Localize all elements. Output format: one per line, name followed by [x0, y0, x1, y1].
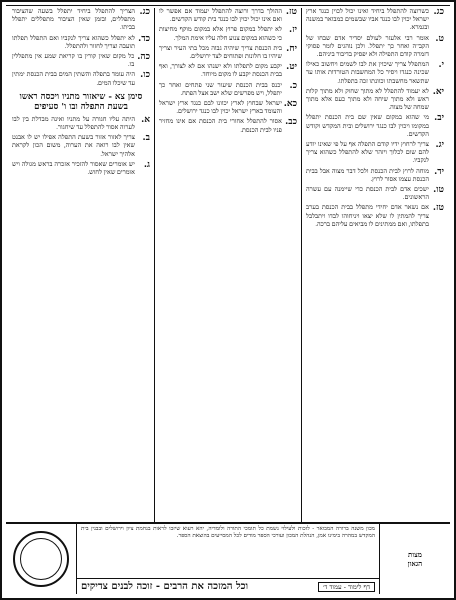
paragraph-item — [306, 168, 444, 184]
paragraph-item — [12, 161, 150, 177]
paragraph-text: הצריך להתפלל ביחיד יתפלל בשעה שהציבור מתפללים, ובזמן שאין הציבור מתפללים יתפלל בביתו. — [12, 8, 135, 32]
paragraph-marker: יח. — [286, 43, 297, 54]
paragraph-item — [12, 8, 150, 33]
paragraph-text: ישראל שבחוץ לארץ יכוונו לבם כנגד ארץ ישראל והעומד בארץ ישראל יכוין לבו כנגד ירושלים. — [159, 100, 282, 116]
paragraph-text: לא יתפלל כשהוא צריך לנקביו ואם התפלל תפלתו תועבה וצריך לחזור ולהתפלל. — [12, 34, 135, 50]
paragraph-marker: א. — [141, 114, 150, 125]
column-middle — [155, 8, 302, 522]
footer-title: וכל המזכה את הרבים - זוכה לבנים צדיקים — [81, 581, 249, 592]
paragraph-text: היה עומד בתפלה והשתין המים בבית הכנסת ימתין עד שיכלו המים. — [12, 71, 135, 87]
paragraph-item — [159, 45, 297, 61]
paragraph-item — [159, 8, 297, 24]
paragraph-marker: כב. — [285, 117, 297, 128]
paragraph-text: היתה עליו חגורה על מתניו ואינה מבדלת בין לבו לערוה אסור להתפלל עד שיחגור. — [12, 115, 135, 132]
paragraph-item — [306, 61, 444, 86]
paragraph-text: לא יתפלל במקום פרוץ אלא במקום מוקף מחיצות כי כשהוא במקום צנוע חלה עליו אימת המלך. — [159, 26, 282, 42]
paragraph-item — [159, 82, 297, 98]
column-left — [8, 8, 155, 522]
paragraph-item — [306, 88, 444, 113]
paragraph-marker: כו. — [140, 70, 150, 81]
paragraph-item — [306, 204, 444, 229]
paragraph-marker: יג. — [435, 140, 444, 151]
badge-left-line2: הגאון — [407, 559, 423, 568]
paragraph-text: אומר רבי אלעזר לעולם יסדיר אדם שבחו של הקב"ה ואחר כך יתפלל. ולכן נוהגים לומר פסוקי דזמרה קודם התפילה ולא יפסיק בדיבור ביניהם. — [306, 34, 429, 59]
top-rule — [6, 5, 450, 6]
paragraph-item — [306, 35, 444, 60]
paragraph-item — [306, 141, 444, 166]
paragraph-text: בית הכנסת צריך שיהיה גבוה מכל בתי העיר וצריך שיהיו בו חלונות ופתוחים לצד ירושלים. — [159, 44, 282, 61]
paragraph-item — [159, 63, 297, 79]
paragraph-item — [159, 118, 297, 134]
paragraph-text: כל מקום שאין קורין בו קריאת שמע אין מתפללין בו. — [12, 53, 135, 69]
seal-logo — [6, 524, 77, 594]
paragraph-item — [306, 186, 444, 202]
paragraph-text: יכנס בבית הכנסת שיעור שני פתחים ואחר כך יתפלל, ויש מפרשים שלא ישב אצל הפתח. — [159, 81, 282, 97]
paragraph-item — [12, 35, 150, 51]
paragraph-marker: טו. — [433, 185, 444, 196]
paragraph-marker: יט. — [286, 62, 297, 73]
paragraph-text: ישכים אדם לבית הכנסת כדי שיימנה עם עשרה הראשונים. — [306, 186, 429, 202]
paragraph-marker: יא. — [432, 86, 444, 97]
paragraph-item — [12, 116, 150, 132]
paragraph-item — [12, 71, 150, 87]
paragraph-marker: ט. — [435, 33, 444, 44]
footer-text: מכון משנה ברורה המבואר - לזכות ולעילוי נשמת כל תומכי התורה ולומדיה, יהא רעוא שיזכו לראות בנחמת ציון וירושלים ובבנין בית המקדש במהרה בימינו אמן, הנהלת המכון ועורכי הספר מודים לכל המסייעים בהוצאת הספר. — [81, 526, 375, 539]
paragraph-marker: טז. — [285, 8, 297, 17]
paragraph-marker: יז. — [288, 25, 297, 36]
paragraph-text: מי שהוא במקום שאין שם בית הכנסת יתפלל במקומו ויכוין לבו כנגד ירושלים ובית המקדש וקודש הקדשים. — [306, 114, 429, 138]
paragraph-marker: כא. — [283, 99, 297, 110]
paragraph-text: מוחה לרוץ לבית הכנסת ולכל דבר מצוה אבל בבית הכנסת עצמו אסור לרוץ. — [306, 167, 429, 183]
paragraph-text: המתפלל צריך שיכוין את לבו לשמים ויחשוב כאילו שכינה כנגדו ויסיר כל המחשבות הטורדות אותו עד שתשאר מחשבתו וכוונתו זכה בתפלתו. — [306, 61, 429, 85]
paragraph-marker: כה. — [137, 52, 150, 63]
paragraph-marker: ג. — [143, 159, 150, 170]
paragraph-item — [12, 134, 150, 159]
paragraph-marker: ב. — [142, 133, 150, 144]
column-right — [302, 8, 448, 522]
paragraph-text: לא יעמוד להתפלל לא מתוך שחוק ולא מתוך קלות ראש ולא מתוך שיחה ולא מתוך כעס אלא מתוך שמחה של מצוה. — [306, 87, 429, 112]
paragraph-marker: יב. — [434, 113, 444, 124]
footer-bar — [77, 578, 379, 594]
paragraph-text: אסור להתפלל אחורי בית הכנסת אם אינו מחזיר פניו לבית הכנסת. — [159, 118, 282, 134]
paragraph-marker: כד. — [138, 33, 150, 44]
paragraph-item — [159, 26, 297, 42]
paragraph-item — [306, 114, 444, 139]
seal-icon — [13, 531, 69, 587]
section-title: סימן צא - שיאזור מתניו ויכסה ראשו בשעת התפלה ובו ו' סעיפים — [19, 91, 143, 112]
paragraph-text: יש אומרים שאסור להזכיר אזכרה בראש מגולה ויש אומרים שאין לחוש. — [12, 160, 135, 177]
paragraph-text: צריך לרחוץ ידיו קודם התפלה אף על פי שאינו יודע להם שום לכלוך ויזהר שלא להתפלל כשהוא צריך לנקביו. — [306, 141, 429, 165]
footer-center — [77, 524, 379, 594]
footer — [6, 522, 450, 594]
paragraph-text: צריך לאזור אזור בשעת התפלה אפילו יש לו אבנט שאין לבו רואה את הערוה, משום הכון לקראת אלהיך ישראל. — [12, 134, 135, 158]
paragraph-marker: כג. — [139, 8, 150, 17]
paragraph-marker: י. — [438, 60, 444, 71]
paragraph-text: ההולך בדרך ורוצה להתפלל יעמוד אם אפשר לו ואם אינו יכול יכוין לבו כנגד בית קודש הקדשים. — [159, 8, 282, 24]
badge-left-line1: מצות — [408, 550, 422, 559]
page-label: דף לימוד - עמוד ד׳ — [318, 582, 375, 592]
paragraph-item — [12, 53, 150, 69]
paragraph-marker: יד. — [434, 166, 444, 177]
paragraph-marker: כ. — [289, 80, 297, 91]
paragraph-marker: טז. — [432, 203, 444, 214]
text-columns — [8, 8, 448, 522]
paragraph-item — [306, 8, 444, 33]
paragraph-text: אם נשאר אדם יחידי מתפלל בבית הכנסת בערב צריך להמתין לו שלא יצאו ויניחוהו לבדו ויתבלבל בתפלתו, ואם ממתינים לו מביאים עליהם ברכה. — [306, 204, 429, 228]
paragraph-item — [159, 100, 297, 116]
badge-left — [379, 524, 450, 594]
paragraph-text: יקבע מקום לתפלתו ולא ישנהו אם לא לצורך, ואף בבית הכנסת יקבע לו מקום מיוחד. — [159, 63, 282, 79]
paragraph-marker: כג. — [433, 8, 444, 17]
paragraph-text: כשרוצה להתפלל ביחיד ואינו יכול לכוין כנגד ארץ ישראל יכוין לבו כנגד אביו שבשמים כמבואר במשנה ובגמרא. — [306, 8, 429, 32]
